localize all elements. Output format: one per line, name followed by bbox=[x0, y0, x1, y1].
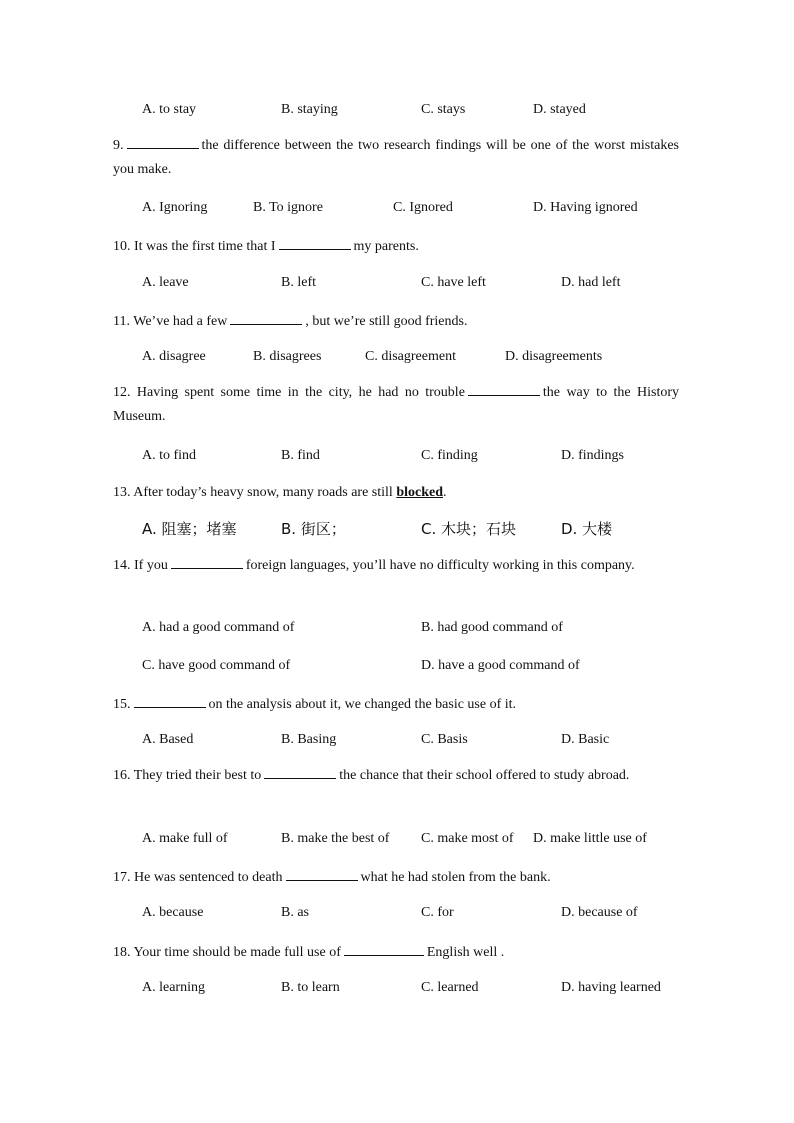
option-c: C. have left bbox=[421, 275, 486, 290]
answer-blank bbox=[286, 867, 358, 881]
question-10-text-end: my parents. bbox=[353, 239, 419, 254]
option-a: A. make full of bbox=[142, 831, 228, 846]
option-d: D. had left bbox=[561, 275, 621, 290]
option-b: B. had good command of bbox=[421, 620, 563, 635]
question-13 bbox=[113, 484, 679, 502]
question-9-number: 9. bbox=[113, 138, 124, 153]
option-d: D. stayed bbox=[533, 102, 586, 117]
answer-blank bbox=[171, 555, 243, 569]
option-a: A. to stay bbox=[142, 102, 197, 117]
option-d: D. make little use of bbox=[533, 831, 647, 846]
option-c: C. make most of bbox=[421, 831, 514, 846]
option-d: D. have a good command of bbox=[421, 658, 580, 673]
question-14-text-start: 14. If you bbox=[113, 558, 168, 573]
option-b: B. To ignore bbox=[253, 200, 323, 215]
option-a: A. had a good command of bbox=[142, 620, 295, 635]
question-12-text-start: 12. Having spent some time in the city, he had no trouble bbox=[113, 385, 465, 400]
answer-blank bbox=[344, 942, 424, 956]
question-15-number: 15. bbox=[113, 697, 131, 712]
question-17-text-start: 17. He was sentenced to death bbox=[113, 870, 283, 885]
question-11 bbox=[113, 311, 679, 331]
option-d: D. disagreements bbox=[505, 349, 603, 364]
option-c: C. have good command of bbox=[142, 658, 291, 673]
option-d: D. findings bbox=[561, 448, 624, 463]
question-13-text-end: . bbox=[443, 485, 447, 500]
question-10-text-start: 10. It was the first time that I bbox=[113, 239, 276, 254]
answer-blank bbox=[127, 135, 199, 149]
option-b: B. staying bbox=[281, 102, 338, 117]
option-b: B. 街区； bbox=[281, 520, 346, 538]
question-14 bbox=[113, 554, 679, 578]
option-a: A. learning bbox=[142, 980, 205, 995]
option-a: A. to find bbox=[142, 448, 197, 463]
question-17 bbox=[113, 867, 679, 887]
question-14-text-end: foreign languages, you’ll have no difficulty working in this company. bbox=[245, 558, 635, 573]
option-a: A. because bbox=[142, 905, 204, 920]
question-16-text-end: the chance that their school offered to study abroad. bbox=[339, 768, 630, 783]
option-c: C. disagreement bbox=[365, 349, 456, 364]
question-9-text: the difference between the two research findings will be one of the worst mistakes you make. bbox=[113, 138, 679, 177]
question-12 bbox=[113, 381, 679, 429]
question-16 bbox=[113, 764, 679, 788]
option-d: D. Basic bbox=[561, 732, 610, 747]
option-b: B. as bbox=[281, 905, 309, 920]
question-18-text-end: English well . bbox=[426, 945, 505, 960]
option-d: D. 大楼 bbox=[561, 520, 613, 538]
question-11-text-start: 11. We’ve had a few bbox=[113, 314, 228, 329]
option-c: C. 木块；石块 bbox=[421, 520, 517, 538]
question-18 bbox=[113, 942, 679, 962]
option-d: D. Having ignored bbox=[533, 200, 638, 215]
option-b: B. find bbox=[281, 448, 320, 463]
option-b: B. disagrees bbox=[253, 349, 322, 364]
question-9 bbox=[113, 134, 679, 182]
question-15 bbox=[113, 694, 679, 714]
answer-blank bbox=[134, 694, 206, 708]
option-d: D. having learned bbox=[561, 980, 661, 995]
option-c: C. for bbox=[421, 905, 454, 920]
question-12-text-end: the way to the History Museum. bbox=[113, 385, 679, 424]
option-a: A. Ignoring bbox=[142, 200, 208, 215]
highlighted-word: blocked bbox=[396, 485, 443, 500]
option-c: C. Ignored bbox=[393, 200, 453, 215]
option-a: A. disagree bbox=[142, 349, 206, 364]
option-b: B. Basing bbox=[281, 732, 337, 747]
option-c: C. finding bbox=[421, 448, 478, 463]
option-a: A. 阻塞；堵塞 bbox=[142, 520, 237, 538]
question-17-text-end: what he had stolen from the bank. bbox=[360, 870, 551, 885]
answer-blank bbox=[468, 382, 540, 396]
option-c: C. stays bbox=[421, 102, 466, 117]
question-13-text-start: 13. After today’s heavy snow, many roads are still bbox=[113, 485, 393, 500]
question-10 bbox=[113, 236, 679, 256]
option-b: B. make the best of bbox=[281, 831, 390, 846]
option-d: D. because of bbox=[561, 905, 638, 920]
option-a: A. leave bbox=[142, 275, 189, 290]
question-18-text-start: 18. Your time should be made full use of bbox=[113, 945, 341, 960]
option-b: B. to learn bbox=[281, 980, 340, 995]
answer-blank bbox=[264, 765, 336, 779]
option-c: C. learned bbox=[421, 980, 479, 995]
answer-blank bbox=[279, 236, 351, 250]
answer-blank bbox=[230, 311, 302, 325]
question-16-text-start: 16. They tried their best to bbox=[113, 768, 262, 783]
option-b: B. left bbox=[281, 275, 316, 290]
option-a: A. Based bbox=[142, 732, 194, 747]
question-11-text-end: , but we’re still good friends. bbox=[305, 314, 468, 329]
option-c: C. Basis bbox=[421, 732, 468, 747]
question-15-text: on the analysis about it, we changed the basic use of it. bbox=[208, 697, 517, 712]
